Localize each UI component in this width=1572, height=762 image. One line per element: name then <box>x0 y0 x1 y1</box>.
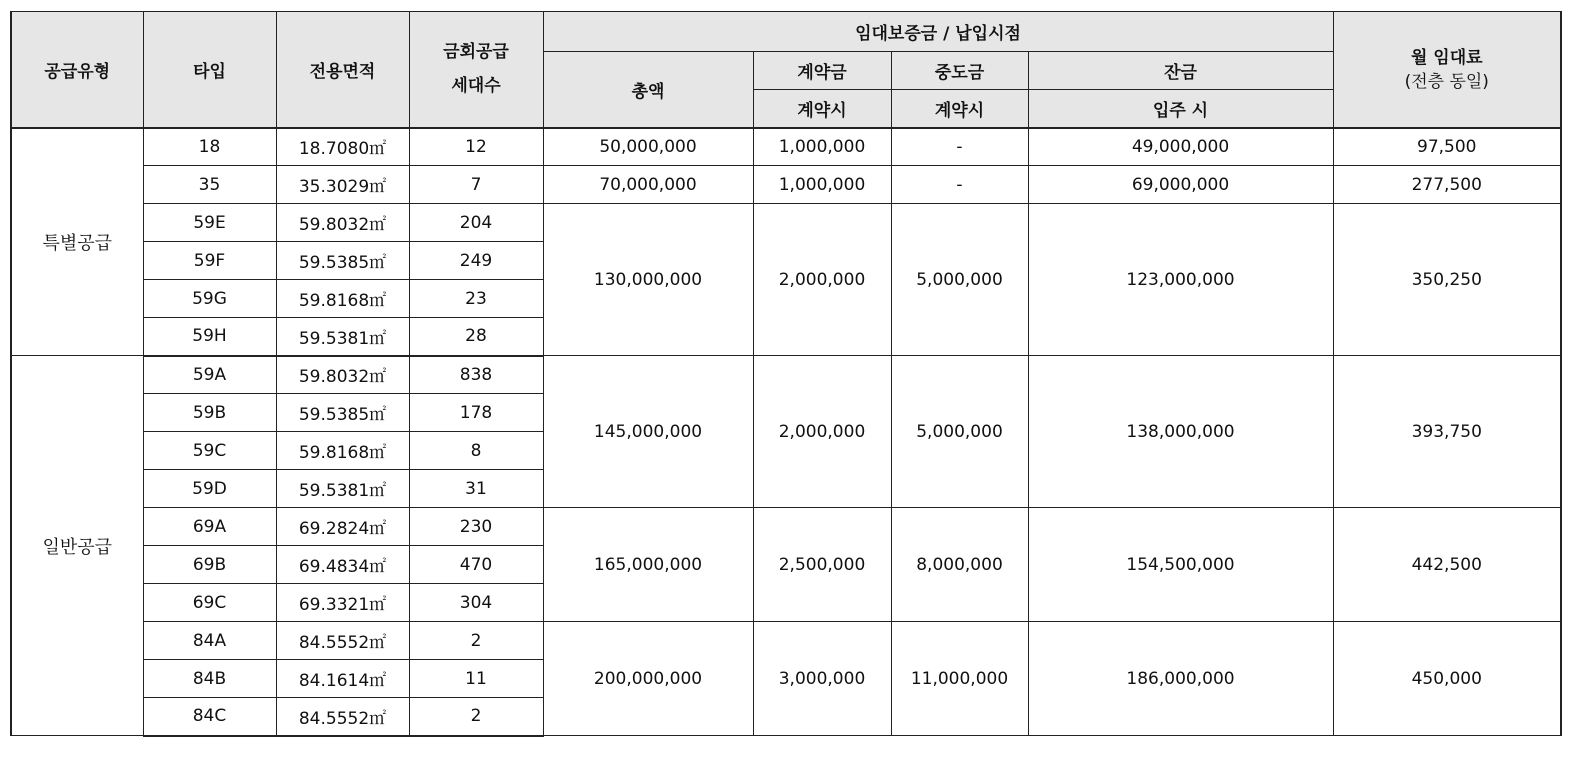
area-cell: 59.5381㎡ <box>276 318 409 356</box>
deposit-contract-cell: 2,500,000 <box>753 508 891 622</box>
units-cell: 470 <box>409 546 543 584</box>
area-cell: 69.4834㎡ <box>276 546 409 584</box>
area-cell: 59.5385㎡ <box>276 394 409 432</box>
type-cell: 69C <box>143 584 276 622</box>
deposit-contract-cell: 1,000,000 <box>753 166 891 204</box>
units-cell: 8 <box>409 432 543 470</box>
deposit-contract-cell: 3,000,000 <box>753 622 891 736</box>
area-cell: 59.5385㎡ <box>276 242 409 280</box>
deposit-interim-cell: 11,000,000 <box>891 622 1028 736</box>
type-cell: 59H <box>143 318 276 356</box>
deposit-total-cell: 70,000,000 <box>543 166 753 204</box>
units-cell: 178 <box>409 394 543 432</box>
monthly-rent-cell: 97,500 <box>1333 128 1561 166</box>
type-cell: 18 <box>143 128 276 166</box>
type-cell: 59C <box>143 432 276 470</box>
area-cell: 84.5552㎡ <box>276 622 409 660</box>
units-cell: 304 <box>409 584 543 622</box>
deposit-balance-cell: 49,000,000 <box>1028 128 1333 166</box>
type-cell: 59A <box>143 356 276 394</box>
deposit-total-cell: 165,000,000 <box>543 508 753 622</box>
monthly-rent-cell: 442,500 <box>1333 508 1561 622</box>
type-cell: 59E <box>143 204 276 242</box>
units-cell: 28 <box>409 318 543 356</box>
deposit-total-cell: 130,000,000 <box>543 204 753 356</box>
type-cell: 69B <box>143 546 276 584</box>
deposit-balance-cell: 138,000,000 <box>1028 356 1333 508</box>
monthly-rent-cell: 450,000 <box>1333 622 1561 736</box>
deposit-contract-cell: 2,000,000 <box>753 356 891 508</box>
area-cell: 35.3029㎡ <box>276 166 409 204</box>
units-cell: 838 <box>409 356 543 394</box>
units-cell: 249 <box>409 242 543 280</box>
table-row <box>11 622 1561 660</box>
header-units-line1: 금회공급 <box>443 42 509 63</box>
header-balance: 잔금 <box>1028 52 1333 90</box>
deposit-interim-cell: 5,000,000 <box>891 204 1028 356</box>
header-total: 총액 <box>543 52 753 128</box>
units-cell: 2 <box>409 698 543 736</box>
type-cell: 59D <box>143 470 276 508</box>
monthly-rent-cell: 277,500 <box>1333 166 1561 204</box>
area-cell: 59.5381㎡ <box>276 470 409 508</box>
header-contract: 계약금 <box>753 52 891 90</box>
deposit-interim-cell: - <box>891 166 1028 204</box>
area-cell: 84.1614㎡ <box>276 660 409 698</box>
units-cell: 11 <box>409 660 543 698</box>
units-cell: 2 <box>409 622 543 660</box>
header-units-line2: 세대수 <box>451 76 501 97</box>
monthly-rent-cell: 393,750 <box>1333 356 1561 508</box>
type-cell: 84A <box>143 622 276 660</box>
rental-supply-table <box>10 11 1562 737</box>
deposit-total-cell: 200,000,000 <box>543 622 753 736</box>
type-cell: 84B <box>143 660 276 698</box>
deposit-balance-cell: 123,000,000 <box>1028 204 1333 356</box>
header-area: 전용면적 <box>276 12 409 128</box>
header-deposit-group: 임대보증금 / 납입시점 <box>543 12 1333 52</box>
area-cell: 18.7080㎡ <box>276 128 409 166</box>
area-cell: 59.8032㎡ <box>276 204 409 242</box>
type-cell: 69A <box>143 508 276 546</box>
header-type: 타입 <box>143 12 276 128</box>
area-cell: 84.5552㎡ <box>276 698 409 736</box>
header-interim: 중도금 <box>891 52 1028 90</box>
header-contract-timing: 계약시 <box>753 90 891 128</box>
supply-type-cell: 특별공급 <box>11 128 143 356</box>
table-row <box>11 204 1561 242</box>
header-monthly-rent-label: 월 임대료 <box>1410 48 1483 69</box>
type-cell: 59F <box>143 242 276 280</box>
deposit-interim-cell: 5,000,000 <box>891 356 1028 508</box>
table-row <box>11 356 1561 394</box>
area-cell: 69.3321㎡ <box>276 584 409 622</box>
area-cell: 59.8032㎡ <box>276 356 409 394</box>
type-cell: 59B <box>143 394 276 432</box>
units-cell: 12 <box>409 128 543 166</box>
units-cell: 7 <box>409 166 543 204</box>
monthly-rent-cell: 350,250 <box>1333 204 1561 356</box>
table-row <box>11 128 1561 166</box>
deposit-contract-cell: 2,000,000 <box>753 204 891 356</box>
deposit-contract-cell: 1,000,000 <box>753 128 891 166</box>
header-monthly-rent <box>1333 12 1561 128</box>
deposit-balance-cell: 186,000,000 <box>1028 622 1333 736</box>
type-cell: 59G <box>143 280 276 318</box>
table-header <box>11 12 1561 128</box>
header-units <box>409 12 543 128</box>
group-general-supply <box>11 356 1561 736</box>
area-cell: 69.2824㎡ <box>276 508 409 546</box>
deposit-balance-cell: 154,500,000 <box>1028 508 1333 622</box>
supply-type-cell: 일반공급 <box>11 356 143 736</box>
type-cell: 84C <box>143 698 276 736</box>
deposit-interim-cell: - <box>891 128 1028 166</box>
deposit-interim-cell: 8,000,000 <box>891 508 1028 622</box>
header-interim-timing: 계약시 <box>891 90 1028 128</box>
header-supply-type: 공급유형 <box>11 12 143 128</box>
deposit-total-cell: 50,000,000 <box>543 128 753 166</box>
group-special-supply <box>11 128 1561 356</box>
units-cell: 204 <box>409 204 543 242</box>
units-cell: 31 <box>409 470 543 508</box>
area-cell: 59.8168㎡ <box>276 432 409 470</box>
deposit-balance-cell: 69,000,000 <box>1028 166 1333 204</box>
header-monthly-rent-note: (전층 동일) <box>1404 72 1489 93</box>
header-balance-timing: 입주 시 <box>1028 90 1333 128</box>
area-cell: 59.8168㎡ <box>276 280 409 318</box>
deposit-total-cell: 145,000,000 <box>543 356 753 508</box>
table-row <box>11 508 1561 546</box>
units-cell: 230 <box>409 508 543 546</box>
units-cell: 23 <box>409 280 543 318</box>
table-row <box>11 166 1561 204</box>
type-cell: 35 <box>143 166 276 204</box>
